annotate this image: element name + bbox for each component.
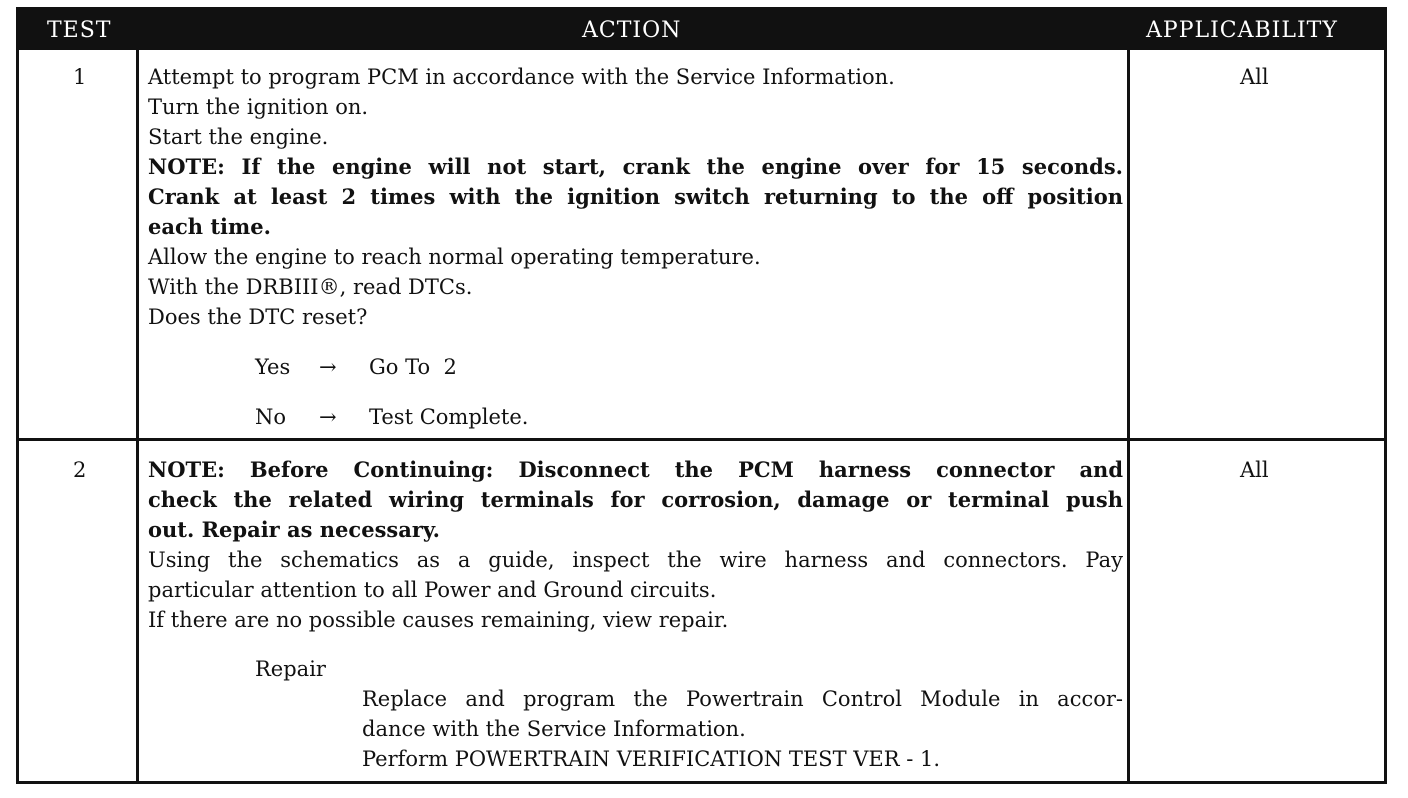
note-line: NOTE: If the engine will not start, crank the engine over for 15 seconds. xyxy=(148,154,1123,179)
yes-result: Go To 2 xyxy=(369,355,457,379)
note-line: each time. xyxy=(148,214,271,239)
action-line: With the DRBIII®, read DTCs. xyxy=(148,275,473,299)
arrow-icon: → xyxy=(319,405,337,429)
action-line: If there are no possible causes remaining, view repair. xyxy=(148,608,729,632)
no-label: No xyxy=(255,405,287,429)
repair-line: Replace and program the Powertrain Control Module in accor- xyxy=(362,687,1123,711)
repair-label: Repair xyxy=(255,657,326,681)
note-line: check the related wiring terminals for corrosion, damage or terminal push xyxy=(148,487,1123,512)
no-result: Test Complete. xyxy=(369,405,529,429)
header-action: ACTION xyxy=(582,18,682,43)
action-line: Using the schematics as a guide, inspect the wire harness and connectors. Pay xyxy=(148,548,1123,572)
action-line: Turn the ignition on. xyxy=(148,95,369,119)
header-applicability: APPLICABILITY xyxy=(1146,18,1338,43)
yes-branch xyxy=(255,352,457,382)
action-line: Attempt to program PCM in accordance with the Service Information. xyxy=(148,65,895,89)
test-number: 2 xyxy=(73,458,87,482)
repair-line: dance with the Service Information. xyxy=(362,717,746,741)
action-line: Start the engine. xyxy=(148,125,329,149)
note-line: out. Repair as necessary. xyxy=(148,517,440,542)
test-number: 1 xyxy=(73,65,87,89)
action-line: Allow the engine to reach normal operating temperature. xyxy=(148,245,761,269)
repair-text xyxy=(362,684,1123,774)
header-test: TEST xyxy=(47,18,112,43)
note-line: NOTE: Before Continuing: Disconnect the PCM harness connector and xyxy=(148,457,1123,482)
applicability-value: All xyxy=(1240,65,1269,89)
no-branch xyxy=(255,402,529,432)
repair-line: Perform POWERTRAIN VERIFICATION TEST VER - 1. xyxy=(362,747,941,771)
arrow-icon: → xyxy=(319,355,337,379)
row-divider xyxy=(19,438,1384,441)
column-divider xyxy=(1127,50,1130,781)
diagnostic-test-table xyxy=(16,7,1387,784)
note-line: Crank at least 2 times with the ignition switch returning to the off position xyxy=(148,184,1123,209)
action-text xyxy=(148,455,1123,635)
column-divider xyxy=(136,50,139,781)
yes-label: Yes xyxy=(255,355,291,379)
action-line: particular attention to all Power and Ground circuits. xyxy=(148,578,717,602)
action-text xyxy=(148,62,1123,332)
table-header xyxy=(19,10,1384,50)
action-line: Does the DTC reset? xyxy=(148,305,368,329)
applicability-value: All xyxy=(1240,458,1269,482)
